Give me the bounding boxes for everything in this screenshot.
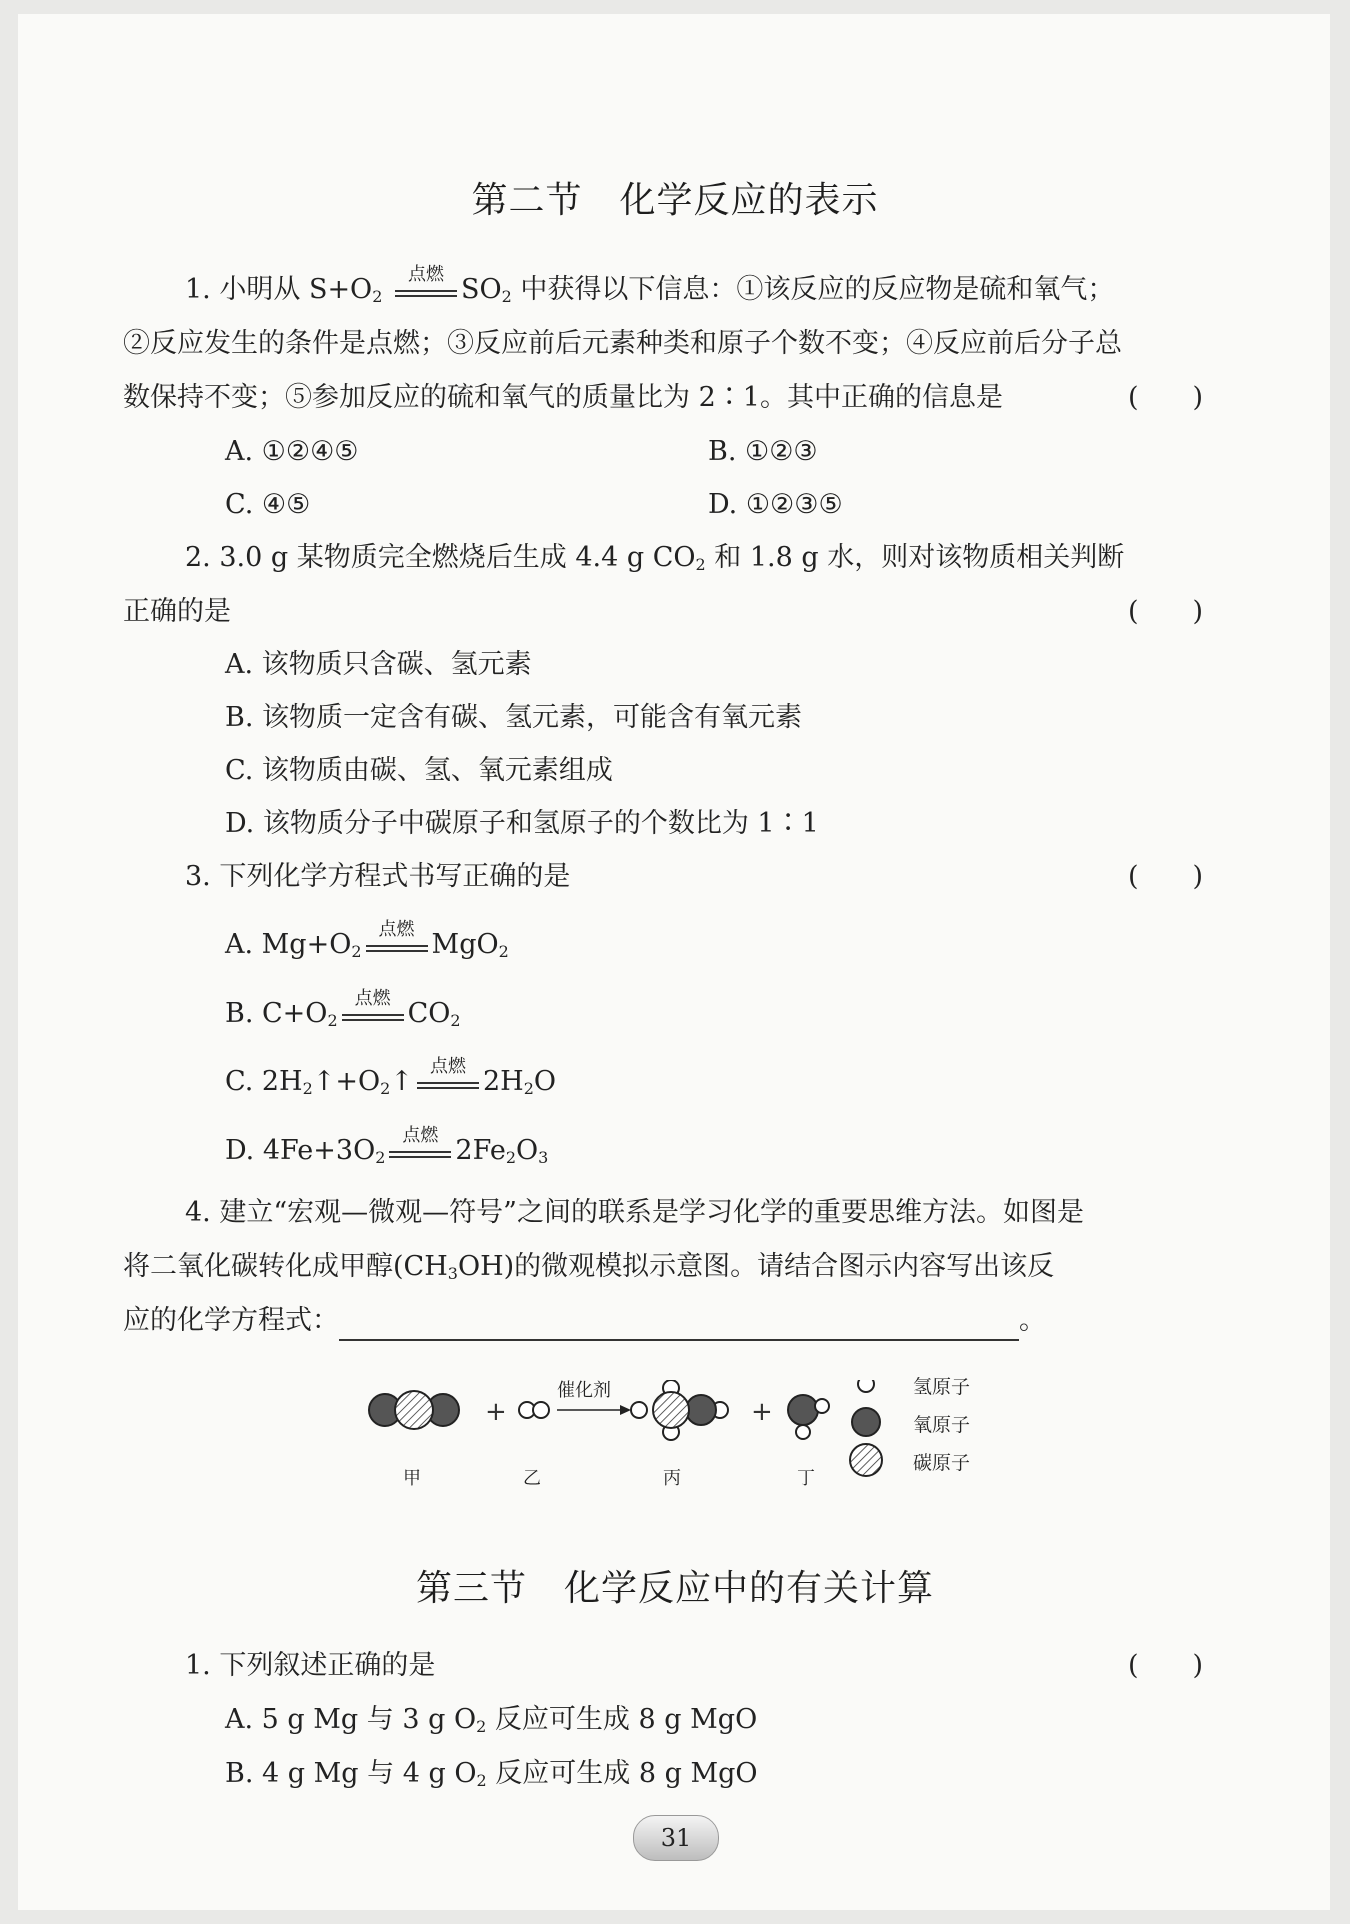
q2-option-c: C. 该物质由碳、氢、氧元素组成	[225, 755, 613, 786]
section-title-2: 第二节 化学反应的表示	[471, 180, 879, 221]
answer-blank[interactable]	[339, 1309, 1019, 1341]
q1-text: 中获得以下信息：①该反应的反应物是硫和氧气；	[511, 274, 1115, 305]
q2-text: 2. 3.0 g 某物质完全燃烧后生成 4.4 g CO	[185, 542, 696, 573]
reaction-arrow	[385, 1124, 455, 1172]
label-bing: 丙	[663, 1468, 681, 1489]
eq-text: 2Fe	[455, 1135, 506, 1166]
answer-bracket[interactable]: ( )	[1128, 861, 1204, 892]
answer-bracket[interactable]: ( )	[1128, 596, 1204, 627]
subscript: 2	[302, 1079, 313, 1098]
s3-q1-option-a	[225, 1700, 757, 1747]
molecule-diagram	[355, 1376, 1015, 1500]
subscript: 2	[498, 942, 509, 961]
co2-molecule	[369, 1391, 459, 1429]
subscript: 2	[505, 1148, 516, 1167]
plus-sign: +	[751, 1397, 773, 1427]
option-text: B. 4 g Mg 与 4 g O	[225, 1758, 477, 1789]
eq-text: 2H	[482, 1066, 524, 1097]
reaction-arrow	[391, 263, 461, 311]
q4-text: 应的化学方程式：	[123, 1305, 339, 1336]
eq-text: O	[533, 1066, 557, 1097]
legend-carbon: 碳原子	[913, 1452, 971, 1474]
subscript: 3	[538, 1148, 549, 1167]
q3-option-b	[225, 987, 461, 1041]
oxygen-atom-icon	[852, 1408, 880, 1436]
s3-q1-stem: 1. 下列叙述正确的是	[185, 1650, 436, 1681]
reaction-arrow	[362, 918, 432, 966]
eq-text: O	[516, 1135, 539, 1166]
subscript: 2	[695, 555, 706, 574]
q1-line1	[185, 263, 1115, 317]
option-text: 反应可生成 8 g MgO	[486, 1704, 758, 1735]
hydrogen-atom-icon	[858, 1380, 874, 1392]
water-molecule	[788, 1395, 829, 1439]
gas-arrow-icon: ↑	[390, 1066, 413, 1097]
subscript: 2	[450, 1011, 461, 1030]
reaction-condition: 点燃	[429, 1055, 466, 1077]
subscript: 2	[327, 1011, 338, 1030]
s3-q1-option-b	[225, 1754, 758, 1801]
label-jia: 甲	[403, 1468, 421, 1489]
subscript: 2	[372, 287, 383, 306]
q3-option-d	[225, 1124, 549, 1178]
subscript: 2	[351, 942, 362, 961]
q4-line2	[123, 1247, 1054, 1294]
subscript: 2	[476, 1717, 487, 1736]
eq-text: ↑+O	[312, 1066, 381, 1097]
q2-option-a: A. 该物质只含碳、氢元素	[225, 649, 532, 680]
option-text: A. 5 g Mg 与 3 g O	[225, 1704, 477, 1735]
section-title-3: 第三节 化学反应中的有关计算	[415, 1568, 934, 1609]
q2-option-b: B. 该物质一定含有碳、氢元素，可能含有氧元素	[225, 702, 803, 733]
q1-option-d: D. ①②③⑤	[708, 489, 843, 520]
catalyst-label: 催化剂	[557, 1380, 611, 1401]
subscript: 2	[523, 1079, 534, 1098]
q4-line3	[123, 1301, 1046, 1341]
q1-eq-left: 小明从 S+O	[219, 274, 373, 305]
q2-option-d: D. 该物质分子中碳原子和氢原子的个数比为 1∶1	[225, 808, 819, 839]
q4-line1: 4. 建立“宏观—微观—符号”之间的联系是学习化学的重要思维方法。如图是	[185, 1197, 1084, 1228]
option-text: 反应可生成 8 g MgO	[486, 1758, 758, 1789]
q2-line2: 正确的是	[123, 596, 231, 627]
eq-text: MgO	[431, 929, 499, 960]
q1-number: 1.	[185, 274, 211, 305]
eq-text: CO	[407, 998, 451, 1029]
q1-option-b: B. ①②③	[708, 436, 818, 467]
q4-text: 。	[1019, 1305, 1046, 1336]
q4-text: 将二氧化碳转化成甲醇(CH	[123, 1251, 448, 1282]
legend-hydrogen: 氢原子	[913, 1376, 971, 1398]
subscript: 3	[447, 1264, 458, 1283]
q1-line3: 数保持不变；⑤参加反应的硫和氧气的质量比为 2∶1。其中正确的信息是	[123, 382, 1003, 413]
legend-oxygen: 氧原子	[913, 1414, 971, 1436]
reaction-arrow	[338, 987, 408, 1035]
label-yi: 乙	[523, 1468, 541, 1489]
reaction-condition: 点燃	[354, 987, 391, 1009]
arrow-head-icon	[620, 1405, 631, 1415]
subscript: 2	[375, 1148, 386, 1167]
q1-option-c: C. ④⑤	[225, 489, 311, 520]
q1-line2: ②反应发生的条件是点燃；③反应前后元素种类和原子个数不变；④反应前后分子总	[123, 328, 1122, 359]
carbon-atom-icon	[850, 1444, 882, 1476]
q1-option-a: A. ①②④⑤	[225, 436, 359, 467]
reaction-condition: 点燃	[378, 918, 415, 940]
answer-bracket[interactable]: ( )	[1128, 382, 1204, 413]
q4-text: OH)的微观模拟示意图。请结合图示内容写出该反	[457, 1251, 1055, 1282]
reaction-arrow	[413, 1055, 483, 1103]
subscript: 2	[380, 1079, 391, 1098]
page-number: 31	[633, 1815, 719, 1861]
eq-text: D. 4Fe+3O	[225, 1135, 376, 1166]
subscript: 2	[476, 1771, 487, 1790]
answer-bracket[interactable]: ( )	[1128, 1650, 1204, 1681]
q3-option-c	[225, 1055, 557, 1109]
subscript: 2	[501, 287, 512, 306]
plus-sign: +	[485, 1397, 507, 1427]
eq-text: C. 2H	[225, 1066, 303, 1097]
methanol-molecule	[631, 1380, 728, 1440]
label-ding: 丁	[797, 1468, 815, 1489]
q2-text: 和 1.8 g 水，则对该物质相关判断	[705, 542, 1125, 573]
q2-line1	[185, 538, 1124, 585]
eq-text: A. Mg+O	[225, 929, 352, 960]
eq-text: B. C+O	[225, 998, 328, 1029]
reaction-condition: 点燃	[407, 263, 444, 285]
q3-stem: 3. 下列化学方程式书写正确的是	[185, 861, 571, 892]
h2-molecule	[519, 1402, 549, 1418]
q1-eq-right: SO	[460, 274, 502, 305]
reaction-condition: 点燃	[402, 1124, 439, 1146]
q3-option-a	[225, 918, 509, 972]
